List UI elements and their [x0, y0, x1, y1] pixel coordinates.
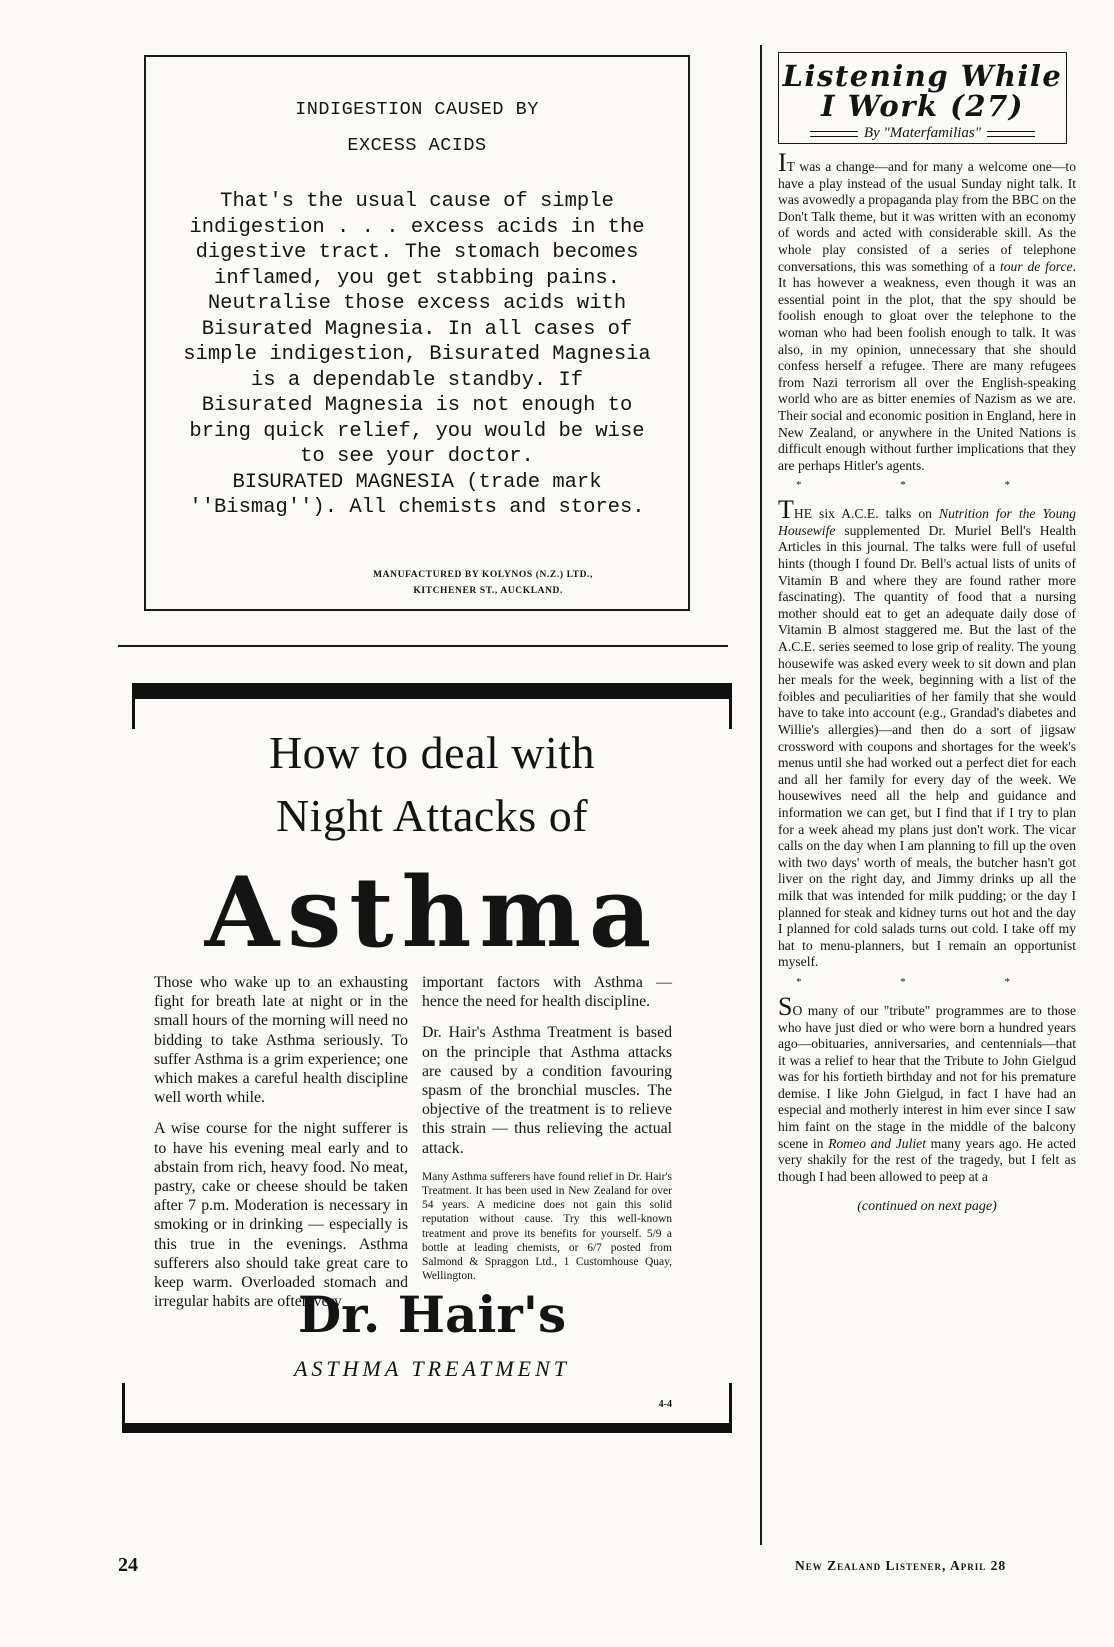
- column-title-box: [778, 52, 1067, 144]
- drop-cap: S: [778, 991, 793, 1021]
- column-byline: By "Materfamilias": [779, 125, 1066, 141]
- column-title-line1: Listening While: [782, 59, 1063, 93]
- ad-bottom-border: [122, 1423, 732, 1433]
- ad-border-corner: [729, 693, 732, 729]
- ad-border-corner: [132, 693, 135, 729]
- brand-subtitle: ASTHMA TREATMENT: [293, 1356, 571, 1381]
- section-stars: * * *: [796, 479, 1058, 492]
- ad-body-line: ''Bismag''). All chemists and stores.: [189, 496, 645, 519]
- ad-body-line: inflamed, you get stabbing pains.: [214, 266, 620, 290]
- headline-line1: How to deal with: [268, 727, 596, 778]
- bismag-advertisement: [144, 55, 690, 611]
- section-stars: * * *: [796, 975, 1058, 988]
- headline-line2: Night Attacks of: [275, 790, 589, 841]
- ad-heading-line1: INDIGESTION CAUSED BY: [295, 99, 539, 120]
- page-number: 24: [118, 1554, 138, 1576]
- continued-note: (continued on next page): [857, 1199, 997, 1215]
- ad-body-line: is a dependable standby. If: [250, 368, 584, 392]
- column-title-line2: I Work (27): [821, 89, 1024, 123]
- ad-body-line: bring quick relief, you would be wise: [189, 419, 645, 443]
- ad-body-line: Bisurated Magnesia. In all cases of: [201, 317, 633, 341]
- drop-cap: T: [778, 495, 794, 525]
- ad-body-line: That's the usual cause of simple: [220, 190, 614, 213]
- column-article: [778, 148, 1076, 1216]
- manufacturer-line2: KITCHENER ST., AUCKLAND.: [413, 586, 563, 596]
- ad-body-line: BISURATED MAGNESIA (trade mark: [232, 470, 602, 494]
- ad-body-line: simple indigestion, Bisurated Magnesia: [183, 343, 651, 366]
- column-rule: [760, 45, 762, 1545]
- ad-paragraph: Those who wake up to an exhausting fight for breath late at night or in the small hours of the morning will need no bidding to take Asthma seriously. To suffer Asthma is a grim experience; one which makes a careful health discipline well worth while.: [154, 974, 408, 1107]
- brand-name: Dr. Hair's: [297, 1285, 567, 1344]
- ad-top-border: [132, 683, 732, 699]
- ad-small-print: Many Asthma sufferers have found relief in Dr. Hair's Treatment. It has been used in New Zealand for over 54 years. A medicine does not gain this solid reputation without cause. Try this well-known treatment and prove its benefits for yourself. 5/9 a bottle at leading chemists, or 6/7 posted from Salmond & Spraggon Ltd., 1 Customhouse Quay, Wellington.: [422, 1170, 672, 1283]
- ad-left-column: [154, 973, 408, 1323]
- article-paragraph: SO many of our "tribute" programmes are to those who have just died or who were born a hundred years ago—obituaries, anniversaries, and centennials—that it was a relief to hear that the Tribute to John Gielgud was for his fortieth birthday and not for his premature demise. I like John Gielgud, in fact I have had an especial and motherly interest in him ever since I saw him faint on the stage in the middle of the balcony scene in Romeo and Juliet many years ago. He acted very shakily for the rest of the tragedy, but I felt as though I had been allowed to peep at a: [778, 991, 1076, 1184]
- ad-body-line: Bisurated Magnesia is not enough to: [201, 394, 633, 417]
- article-paragraph: IT was a change—and for many a welcome one—to have a play instead of the usual Sunday night talk. It was avowedly a propaganda play from the BBC on the Don't Talk theme, but it was written with an economy of words and acted with considerable skill. As the whole play consisted of a series of telephone conversations, this was something of a tour de force. It has however a weakness, even though it was an essential point in the plot, that the spy should be foolish enough to gloat over the telephone to the woman who had been foolish enough to talk. It was also, in my opinion, unnecessary that she should confess herself a refugee. There are many refugees from Nazi terrorism all over the English-speaking world who are as bitter enemies of Nazism as we are. Their social and economic position in England, here in New Zealand, or anywhere in the United Nations is difficult enough without further implications that they are perhaps Hitler's agents.: [778, 148, 1076, 473]
- ad-body-line: to see your doctor.: [300, 445, 534, 468]
- manufacturer-credit: [146, 567, 688, 599]
- ad-body-line: indigestion . . . excess acids in the: [189, 215, 645, 239]
- ad-paragraph: A wise course for the night sufferer is to have his evening meal early and to abstain from rich, heavy food. No meat, pastry, cake or cheese should be taken after 7 p.m. Moderation is necessary in smoking or in drinking — especially is this true in the evenings. Asthma sufferers also should take great care to keep warm. Overloaded stomach and irregular habits are often very: [154, 1120, 408, 1311]
- asthma-advertisement: [118, 683, 732, 1508]
- article-paragraph: THE six A.C.E. talks on Nutrition for the Young Housewife supplemented Dr. Muriel Bell's Health Articles in this journal. The talks were full of useful hints (though I found Dr. Bell's actual lists of units of Vitamin B and where they are found rather more fascinating). The quantity of food that a nursing mother should eat to get an adequate daily dose of Vitamin B almost staggered me. But the last of the A.C.E. series seemed to lose grip of reality. The young housewife was asked every week to sit down and plan her meals for the week, beginning with a list of the foibles and peculiarities of her family that she would have to take into account (e.g., Grandad's diabetes and Willie's allergies)—and then do a sort of jigsaw crossword with coupons and shortages for the week's menus until she had worked out a perfect diet for each and all her family for every day of the week. We housewives need all the help and guidance and information we can get, but I find that if I try to plan for a week ahead my plans just don't work. The vicar calls on the day when I am planning to fill up the oven with two days' worth of meals, the butcher hasn't got liver on the right day, and Jimmy drinks up all the milk that was intended for milk pudding; or the day I planned for steak and kidney turns out hot and the day I planned for cold salads turns out cold. I take off my hat to menu-planners, but I remain an opportunist myself.: [778, 495, 1076, 970]
- headline-asthma: Asthma: [204, 856, 660, 969]
- ad-paragraph: important factors with Asthma — hence the need for health discipline.: [422, 974, 672, 1011]
- ad-right-column: [422, 973, 672, 1295]
- ad-body-line: digestive tract. The stomach becomes: [195, 241, 639, 264]
- ad-code: 4-4: [658, 1399, 672, 1410]
- manufacturer-line1: MANUFACTURED BY KOLYNOS (N.Z.) LTD.,: [373, 570, 593, 580]
- ad-body-line: Neutralise those excess acids with: [207, 292, 627, 315]
- ad-body: [146, 189, 688, 521]
- publication-line: New Zealand Listener, April 28: [795, 1558, 1007, 1573]
- drop-cap: I: [778, 148, 787, 177]
- section-divider: [118, 645, 728, 647]
- ad-heading-line2: EXCESS ACIDS: [347, 135, 487, 156]
- ad-paragraph: Dr. Hair's Asthma Treatment is based on the principle that Asthma attacks are caused by a condition favouring spasm of the bronchial muscles. The objective of the treatment is to relieve this strain — thus relieving the actual attack.: [422, 1024, 672, 1157]
